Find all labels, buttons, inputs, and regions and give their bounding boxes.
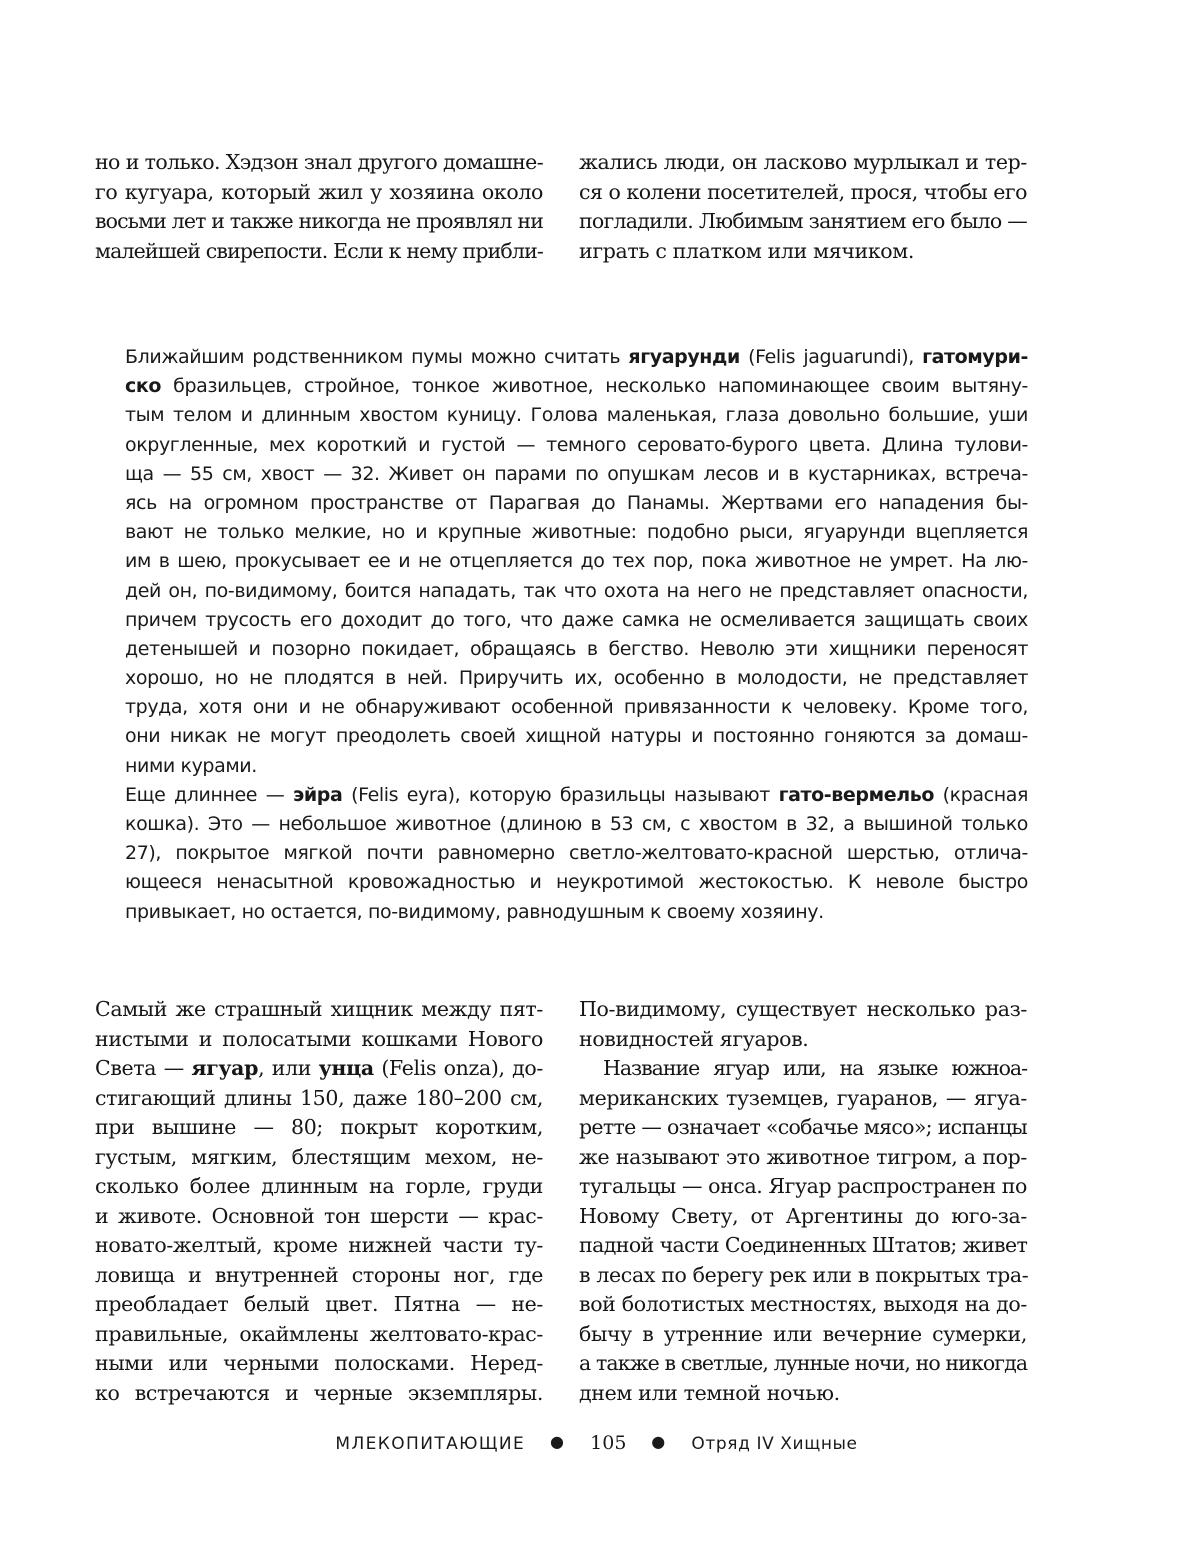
text-span: (Felis onza), до-: [373, 1056, 544, 1080]
text-line: мериканских туземцев, гуаранов, — ягуа-: [579, 1085, 1027, 1110]
text-line: Название ягуар или, на языке южноа-: [603, 1056, 1027, 1080]
bold-term: ягуар: [191, 1056, 259, 1080]
text-line: ща — 55 см, хвост — 32. Живет он парами по опушкам лесов и в кустарниках, встреча-: [125, 462, 1028, 485]
column-bottom-left: [95, 995, 543, 1408]
text-line: нистыми и полосатыми кошками Нового: [95, 1026, 543, 1051]
bold-term: гато-вермельо: [778, 783, 934, 806]
text-line: жались люди, он ласково мурлыкал и тер-: [579, 150, 1027, 174]
text-line: преобладает белый цвет. Пятна — не-: [95, 1292, 543, 1316]
text-line: тым телом и длинным хвостом куницу. Голова маленькая, глаза довольно большие, уши: [125, 404, 1028, 427]
text-line: [125, 781, 1028, 810]
text-line: По-видимому, существует несколько раз-: [579, 997, 1027, 1021]
column-bottom-right: [579, 995, 1027, 1408]
text-line: [125, 372, 1028, 401]
bold-term: гатомури-: [922, 346, 1028, 368]
text-line: играть с платком или мячиком.: [579, 238, 915, 263]
text-line: ретте — означает «собачье мясо»; испанцы: [579, 1115, 1027, 1139]
text-line: при вышине — 80; покрыт коротким,: [95, 1115, 543, 1139]
text-line: в лесах по берегу рек или в покрытых тра-: [579, 1262, 1029, 1287]
text-line: же называют это животное тигром, а пор-: [579, 1144, 1027, 1169]
bold-term: ско: [125, 375, 162, 398]
text-line: вой болотистых местностях, выходя на до-: [579, 1292, 1027, 1316]
text-line: [95, 1054, 543, 1084]
page-footer: [0, 1432, 1193, 1454]
text-line: правильные, окаймлены желтовато-крас-: [95, 1321, 543, 1346]
text-span: , или: [258, 1056, 319, 1080]
text-line: хорошо, но не плодятся в ней. Приручить их, особенно в молодости, не представляет: [125, 667, 1028, 690]
text-line: бычу в утренние или вечерние сумерки,: [579, 1321, 1027, 1346]
text-line: 27), покрытое мягкой почти равномерно светло-желтовато-красной шерстью, отлича-: [125, 842, 1028, 865]
text-line: сколько более длинным на горле, груди: [95, 1174, 543, 1198]
bold-term: эйра: [293, 783, 343, 806]
text-span: Еще длиннее —: [125, 783, 294, 806]
text-line: но и только. Хэдзон знал другого домашне-: [95, 150, 543, 174]
text-line: новидностей ягуаров.: [579, 1026, 809, 1051]
text-span: (красная: [934, 783, 1028, 806]
text-span: бразильцев, стройное, тонкое животное, несколько напоминающее своим вытяну-: [161, 375, 1028, 398]
text-line: труда, хотя они и не обнаруживают особенной привязанности к человеку. Кроме того,: [125, 696, 1028, 719]
text-span: Света —: [95, 1056, 192, 1080]
separator-dot-icon: ●: [651, 1432, 667, 1451]
text-span: Ближайшим родственником пумы можно считать: [125, 346, 629, 368]
text-line: им в шею, прокусывает ее и не отцепляется до тех пор, пока животное не умрет. На лю-: [125, 550, 1028, 573]
text-line: ся о колени посетителей, прося, чтобы его: [579, 179, 1027, 204]
text-line: ними курами.: [125, 754, 257, 777]
text-line: малейшей свирепости. Если к нему прибли-: [95, 238, 543, 263]
text-line: ко встречаются и черные экземпляры.: [95, 1380, 543, 1405]
text-line: днем или темной ночью.: [579, 1380, 840, 1405]
inset-box-jaguarundi-eyra: [125, 343, 1028, 927]
text-line: ловища и внутренней стороны ног, где: [95, 1262, 543, 1287]
separator-dot-icon: ●: [549, 1432, 566, 1451]
text-line: Самый же страшный хищник между пят-: [95, 997, 543, 1021]
text-line: округленные, мех короткий и густой — темного серовато-бурого цвета. Длина тулови-: [125, 433, 1028, 456]
text-line: ющееся ненасытной кровожадностью и неукротимой жестокостью. К неволе быстро: [125, 871, 1028, 894]
text-line: детенышей и позорно покидает, обращаясь в бегство. Неволю эти хищники переносят: [125, 637, 1028, 660]
text-line: Новому Свету, от Аргентины до юго-за-: [579, 1203, 1027, 1228]
text-line: вают не только мелкие, но и крупные животные: подобно рыси, ягуарунди вцепляется: [125, 521, 1028, 544]
text-line: [125, 343, 1028, 372]
text-line: дей он, по-видимому, боится нападать, так что охота на него не представляет опасности,: [125, 579, 1028, 602]
text-line: привыкает, но остается, по-видимому, равнодушным к своему хозяину.: [125, 900, 824, 923]
text-line: они никак не могут преодолеть своей хищной натуры и постоянно гоняются за домаш-: [125, 725, 1028, 748]
text-line: кошка). Это — небольшое животное (длиною в 53 см, с хвостом в 32, а вышиной только: [125, 813, 1028, 835]
text-line: густым, мягким, блестящим мехом, не-: [95, 1144, 543, 1169]
text-line: стигающий длины 150, даже 180–200 см,: [95, 1085, 543, 1110]
text-line: новато-желтый, кроме нижней части ту-: [95, 1233, 543, 1257]
text-line: причем трусость его доходит до того, что даже самка не осмеливается защищать своих: [125, 608, 1028, 631]
bold-term: ягуарунди: [628, 346, 740, 368]
text-line: ными или черными полосками. Неред-: [95, 1351, 543, 1375]
text-span: (Felis eyra), которую бразильцы называют: [342, 783, 779, 806]
text-line: тугальцы — онса. Ягуар распространен по: [579, 1174, 1027, 1198]
text-span: (Felis jaguarundi),: [739, 346, 923, 368]
text-line: и животе. Основной тон шерсти — крас-: [95, 1203, 543, 1228]
text-line: ясь на огромном пространстве от Парагвая до Панамы. Жертвами его нападения бы-: [125, 491, 1028, 514]
footer-chapter-title: Отряд IV Хищные: [691, 1434, 858, 1454]
text-line: го кугуара, который жил у хозяина около: [95, 179, 543, 204]
bold-term: унца: [318, 1056, 374, 1080]
column-top-left: [95, 148, 543, 266]
page-number: 105: [590, 1432, 627, 1454]
column-top-right: [579, 148, 1027, 266]
text-line: восьми лет и также никогда не проявлял ни: [95, 209, 543, 233]
footer-section-title: МЛЕКОПИТАЮЩИЕ: [335, 1434, 526, 1454]
text-line: падной части Соединенных Штатов; живет: [579, 1233, 1028, 1257]
text-line: погладили. Любимым занятием его было —: [579, 209, 1027, 233]
text-line: а также в светлые, лунные ночи, но никогда: [579, 1351, 1028, 1375]
